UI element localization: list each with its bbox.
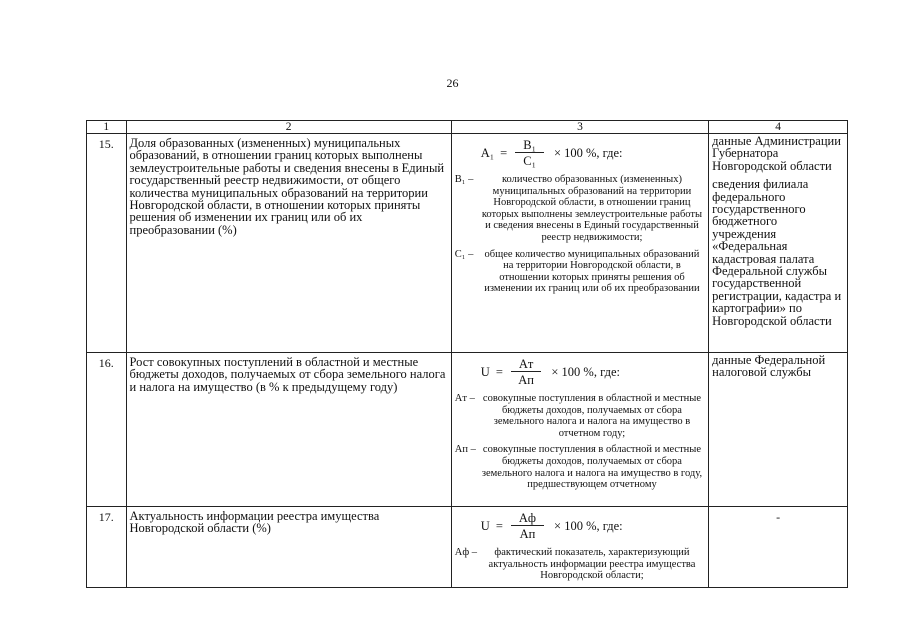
variable-text: фактический показатель, характеризующий актуальность информации реестра имущества Новгородской области; bbox=[488, 547, 696, 582]
variable-definition bbox=[455, 393, 703, 439]
formula-denominator: C₁ bbox=[523, 154, 536, 168]
indicator-name: Доля образованных (измененных) муниципальных образований, в отношении границ которых выполнены землеустроительные работы и сведения внесены в Единый государственный реестр недвижимости, от общего количества муниципальных образований на территории Новгородской области, в отношении которых приняты решения об изменении их границ или об их преобразовании (%) bbox=[126, 134, 451, 353]
column-header: 4 bbox=[709, 121, 848, 134]
formula-equals: = bbox=[495, 364, 503, 379]
formula-tail: × 100 %, где: bbox=[554, 518, 623, 533]
data-source: данные Администрации Губернатора Новгородской области bbox=[712, 134, 841, 173]
data-source-cell bbox=[709, 507, 848, 588]
formula-cell bbox=[451, 134, 708, 353]
variable-symbol: Aт – bbox=[454, 393, 475, 404]
formula-fraction bbox=[511, 511, 544, 541]
variable-text: количество образованных (измененных) муниципальных образований на территории Новгородской области, в отношении границ которых выполнены землеустроительные работы и сведения внесены в Единый государственный реестр недвижимости; bbox=[481, 174, 703, 243]
row-number: 17. bbox=[87, 507, 127, 588]
header-row bbox=[87, 121, 848, 134]
column-header: 3 bbox=[451, 121, 708, 134]
formula-tail: × 100 %, где: bbox=[553, 145, 623, 160]
variable-symbol: Aп – bbox=[454, 444, 476, 456]
row-number: 15. bbox=[87, 134, 127, 353]
formula-lhs: U bbox=[480, 518, 490, 533]
formula bbox=[481, 357, 705, 387]
formula-fraction bbox=[515, 138, 544, 168]
formula-lhs: U bbox=[480, 364, 490, 379]
formula bbox=[481, 138, 705, 168]
variable-symbol: B₁ – bbox=[454, 174, 474, 185]
formula-equals: = bbox=[500, 145, 508, 160]
variable-definition bbox=[455, 249, 703, 295]
formula-numerator: Aт bbox=[511, 357, 542, 372]
row-number: 16. bbox=[87, 353, 127, 507]
data-source: - bbox=[776, 510, 781, 524]
variable-definition bbox=[455, 174, 703, 244]
table-row bbox=[87, 353, 848, 507]
formula-numerator: B₁ bbox=[515, 138, 544, 153]
formula-lhs: A₁ bbox=[480, 145, 495, 160]
variable-text: совокупные поступления в областной и местные бюджеты доходов, получаемых от сбора земельного налога и налога на имущество в отчетном году; bbox=[482, 393, 702, 439]
formula-numerator: Aф bbox=[511, 511, 544, 526]
variable-definition bbox=[455, 444, 703, 490]
data-source: сведения филиала федерального государственного бюджетного учреждения «Федеральная кадастровая палата Федеральной службы государственной регистрации, кадастра и картографии» по Новгородской области bbox=[712, 177, 842, 328]
formula-equals: = bbox=[495, 518, 503, 533]
page-number: 26 bbox=[446, 76, 459, 90]
formula-denominator: Aп bbox=[519, 527, 536, 541]
data-source-cell bbox=[709, 134, 848, 353]
variable-text: совокупные поступления в областной и местные бюджеты доходов, получаемых от сбора земельного налога и налога на имущество в году, предшествующем отчетному bbox=[481, 444, 703, 491]
formula-cell bbox=[451, 353, 708, 507]
column-header: 1 bbox=[87, 121, 127, 134]
formula-fraction bbox=[511, 357, 542, 387]
indicator-name: Актуальность информации реестра имущества Новгородской области (%) bbox=[126, 507, 451, 588]
formula bbox=[481, 511, 705, 541]
variable-definition bbox=[455, 547, 703, 582]
indicator-name: Рост совокупных поступлений в областной и местные бюджеты доходов, получаемых от сбора земельного налога и налога на имущество (в % к предыдущему году) bbox=[126, 353, 451, 507]
variable-text: общее количество муниципальных образований на территории Новгородской области, в отношении которых приняты решения об изменении их границ или об их преобразовании bbox=[484, 248, 700, 295]
data-source: данные Федеральной налоговой службы bbox=[712, 353, 826, 380]
column-header: 2 bbox=[126, 121, 451, 134]
indicators-table bbox=[86, 120, 848, 588]
data-source-cell bbox=[709, 353, 848, 507]
table-row bbox=[87, 507, 848, 588]
formula-denominator: Aп bbox=[518, 373, 534, 387]
table-row bbox=[87, 134, 848, 353]
formula-cell bbox=[451, 507, 708, 588]
formula-tail: × 100 %, где: bbox=[551, 364, 620, 379]
variable-symbol: C₁ – bbox=[454, 248, 474, 260]
variable-symbol: Aф – bbox=[454, 547, 478, 558]
